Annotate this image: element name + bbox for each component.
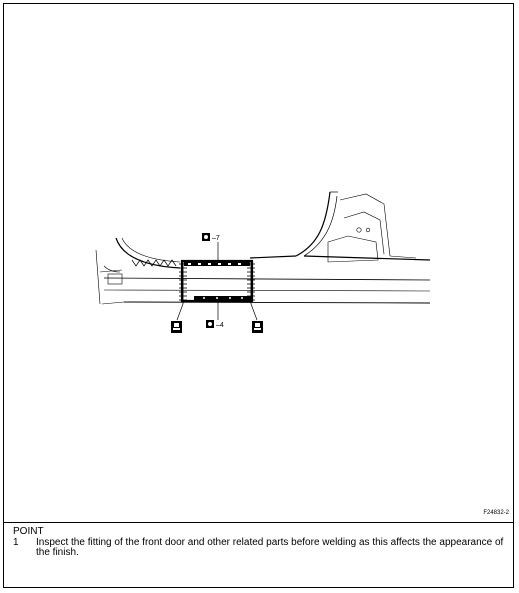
saw-cut-icon	[252, 321, 263, 333]
spot-weld-icon	[202, 233, 210, 241]
figure-id: F24832-2	[483, 510, 509, 516]
callout-label-bottom: –4	[216, 322, 224, 329]
point-number: 1	[13, 537, 19, 548]
pillar-outline	[296, 192, 330, 256]
rocker-panel-illustration	[4, 4, 513, 520]
section-divider	[4, 522, 513, 523]
saw-cut-icon	[171, 321, 182, 333]
page-frame	[3, 3, 514, 588]
point-section	[13, 526, 509, 558]
cut-section-outline	[182, 261, 252, 301]
spot-weld-icon	[206, 320, 214, 328]
list-item	[13, 538, 509, 558]
callout-label-top: –7	[212, 235, 220, 242]
illustration-area	[4, 4, 513, 520]
point-text: Inspect the fitting of the front door and other related parts before welding as this affects the appearance of the finish.	[36, 537, 504, 558]
point-title: POINT	[13, 526, 44, 537]
